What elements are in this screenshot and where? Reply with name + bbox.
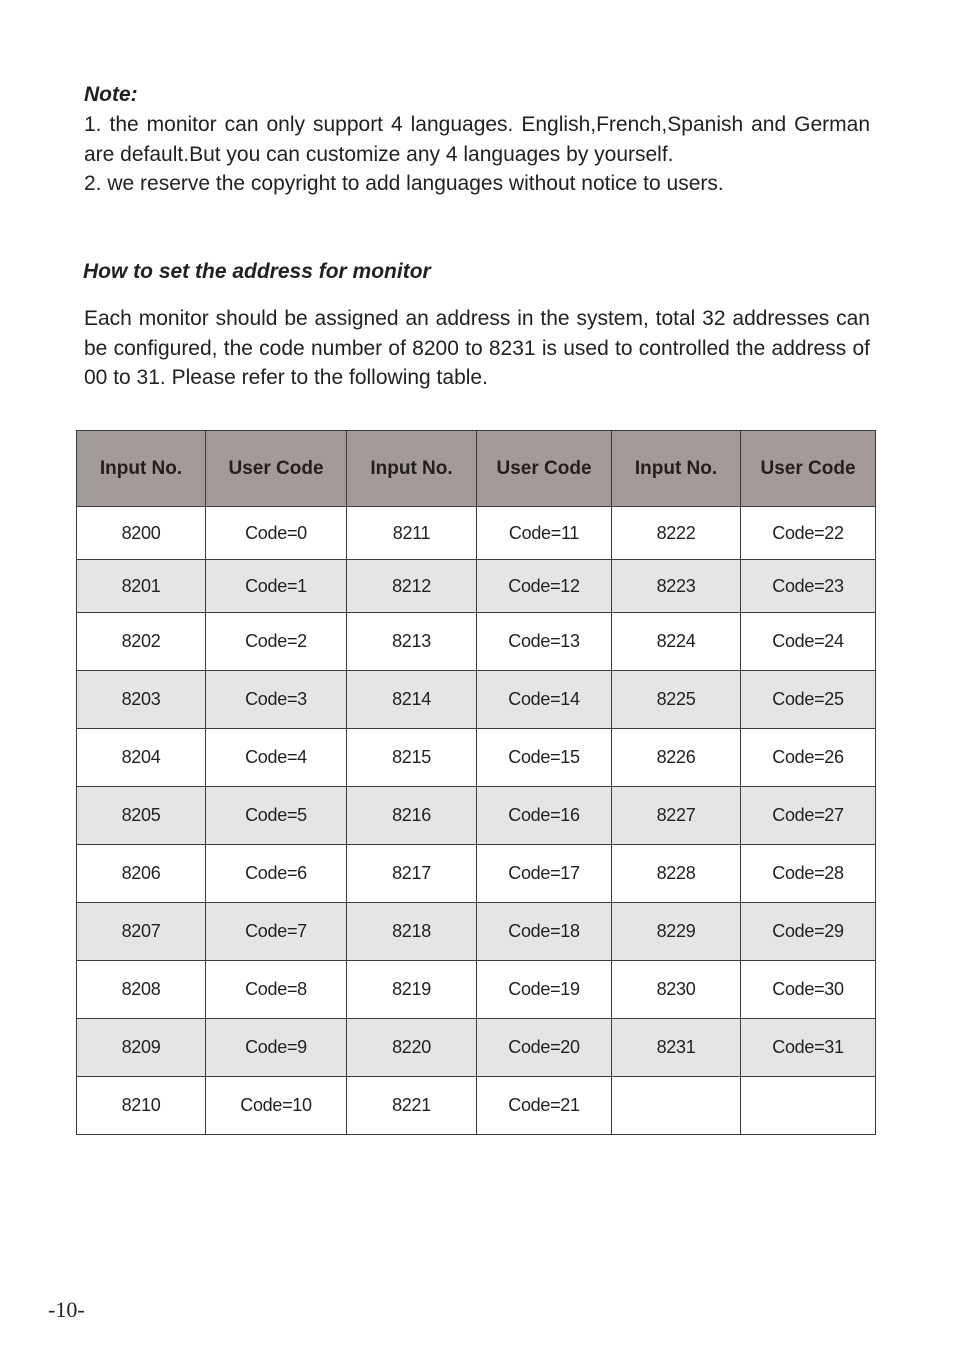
input-no-cell: 8211	[347, 507, 477, 560]
input-no-cell: 8231	[612, 1019, 741, 1077]
input-no-cell: 8200	[77, 507, 206, 560]
user-code-cell: Code=9	[206, 1019, 347, 1077]
table-row	[77, 961, 876, 1019]
user-code-cell: Code=15	[477, 729, 612, 787]
user-code-cell: Code=19	[477, 961, 612, 1019]
user-code-cell: Code=22	[741, 507, 876, 560]
input-no-cell: 8230	[612, 961, 741, 1019]
user-code-cell: Code=10	[206, 1077, 347, 1135]
input-no-cell: 8213	[347, 613, 477, 671]
user-code-cell: Code=20	[477, 1019, 612, 1077]
user-code-cell: Code=8	[206, 961, 347, 1019]
input-no-cell: 8224	[612, 613, 741, 671]
user-code-cell: Code=23	[741, 560, 876, 613]
user-code-cell: Code=7	[206, 903, 347, 961]
table-row	[77, 845, 876, 903]
input-no-cell: 8220	[347, 1019, 477, 1077]
input-no-cell: 8223	[612, 560, 741, 613]
header-input-no: Input No.	[347, 431, 477, 507]
header-user-code: User Code	[741, 431, 876, 507]
user-code-cell: Code=14	[477, 671, 612, 729]
input-no-cell: 8207	[77, 903, 206, 961]
page-number: -10-	[48, 1297, 85, 1322]
table-header-row	[77, 431, 876, 507]
header-user-code: User Code	[206, 431, 347, 507]
user-code-cell: Code=4	[206, 729, 347, 787]
user-code-cell: Code=12	[477, 560, 612, 613]
table-row	[77, 903, 876, 961]
input-no-cell: 8226	[612, 729, 741, 787]
input-no-cell: 8214	[347, 671, 477, 729]
user-code-cell: Code=26	[741, 729, 876, 787]
table-row	[77, 507, 876, 560]
input-no-cell: 8218	[347, 903, 477, 961]
table-row	[77, 729, 876, 787]
input-no-cell: 8228	[612, 845, 741, 903]
user-code-cell: Code=17	[477, 845, 612, 903]
user-code-cell: Code=16	[477, 787, 612, 845]
user-code-cell	[741, 1077, 876, 1135]
user-code-cell: Code=27	[741, 787, 876, 845]
user-code-cell: Code=11	[477, 507, 612, 560]
table-row	[77, 1077, 876, 1135]
table-row	[77, 1019, 876, 1077]
input-no-cell: 8203	[77, 671, 206, 729]
input-no-cell	[612, 1077, 741, 1135]
input-no-cell: 8217	[347, 845, 477, 903]
user-code-cell: Code=6	[206, 845, 347, 903]
input-no-cell: 8204	[77, 729, 206, 787]
table-row	[77, 787, 876, 845]
input-no-cell: 8222	[612, 507, 741, 560]
input-no-cell: 8229	[612, 903, 741, 961]
user-code-cell: Code=30	[741, 961, 876, 1019]
user-code-cell: Code=21	[477, 1077, 612, 1135]
input-no-cell: 8210	[77, 1077, 206, 1135]
table-row	[77, 613, 876, 671]
user-code-cell: Code=29	[741, 903, 876, 961]
user-code-cell: Code=13	[477, 613, 612, 671]
note-item-1: 1. the monitor can only support 4 languages. English,French,Spanish and German are default.But you can customize any 4 languages by yourself.	[84, 113, 870, 166]
section-body: Each monitor should be assigned an address in the system, total 32 addresses can be configured, the code number of 8200 to 8231 is used to controlled the address of 00 to 31. Please refer to the following table.	[84, 307, 870, 389]
input-no-cell: 8209	[77, 1019, 206, 1077]
input-no-cell: 8225	[612, 671, 741, 729]
address-code-table	[76, 430, 876, 1135]
user-code-cell: Code=5	[206, 787, 347, 845]
input-no-cell: 8227	[612, 787, 741, 845]
user-code-cell: Code=18	[477, 903, 612, 961]
input-no-cell: 8208	[77, 961, 206, 1019]
user-code-cell: Code=1	[206, 560, 347, 613]
input-no-cell: 8205	[77, 787, 206, 845]
input-no-cell: 8216	[347, 787, 477, 845]
header-user-code: User Code	[477, 431, 612, 507]
user-code-cell: Code=28	[741, 845, 876, 903]
note-title: Note:	[84, 83, 138, 106]
input-no-cell: 8212	[347, 560, 477, 613]
input-no-cell: 8221	[347, 1077, 477, 1135]
header-input-no: Input No.	[77, 431, 206, 507]
table-row	[77, 560, 876, 613]
note-item-2: 2. we reserve the copyright to add languages without notice to users.	[84, 172, 724, 195]
input-no-cell: 8215	[347, 729, 477, 787]
input-no-cell: 8206	[77, 845, 206, 903]
user-code-cell: Code=24	[741, 613, 876, 671]
input-no-cell: 8201	[77, 560, 206, 613]
header-input-no: Input No.	[612, 431, 741, 507]
input-no-cell: 8202	[77, 613, 206, 671]
user-code-cell: Code=0	[206, 507, 347, 560]
input-no-cell: 8219	[347, 961, 477, 1019]
user-code-cell: Code=25	[741, 671, 876, 729]
section-heading: How to set the address for monitor	[83, 260, 431, 283]
table-row	[77, 671, 876, 729]
user-code-cell: Code=31	[741, 1019, 876, 1077]
user-code-cell: Code=2	[206, 613, 347, 671]
user-code-cell: Code=3	[206, 671, 347, 729]
